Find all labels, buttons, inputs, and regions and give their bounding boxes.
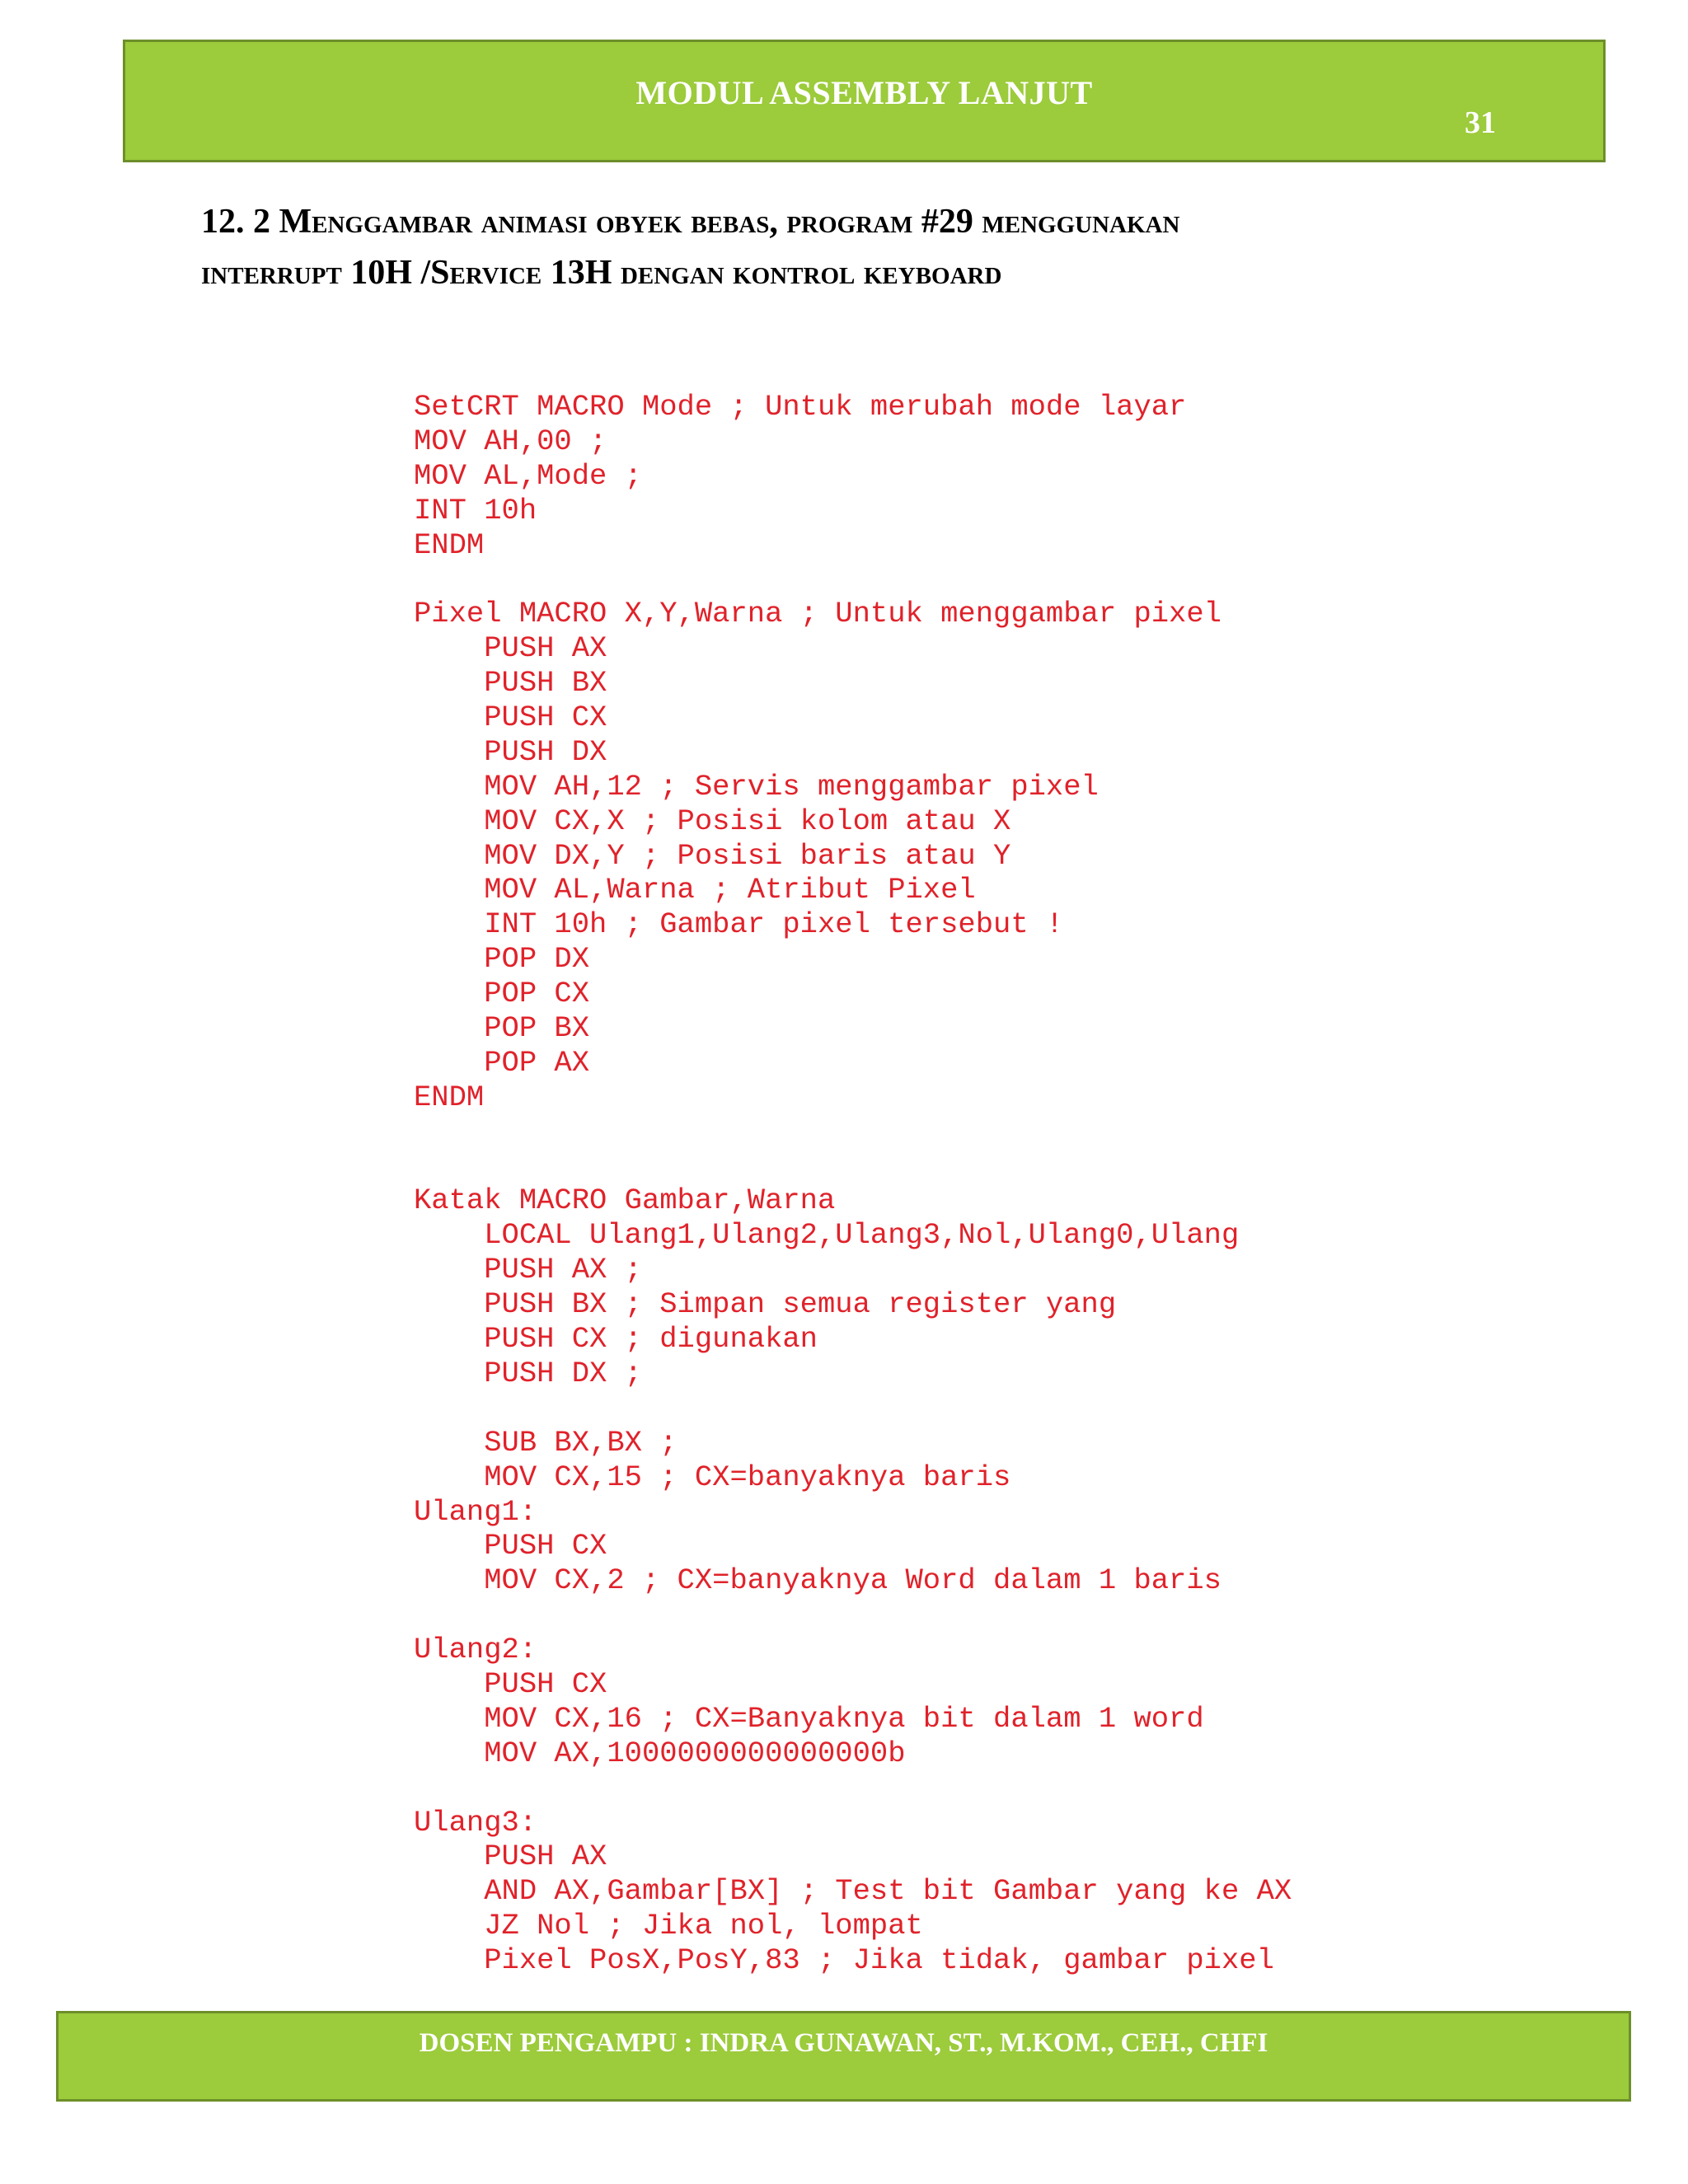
code-line: MOV CX,16 ; CX=Banyaknya bit dalam 1 word — [414, 1701, 1204, 1736]
code-line — [414, 1391, 1292, 1426]
code-line: PUSH CX — [414, 701, 607, 735]
code-line: PUSH BX ; Simpan semua register yang — [414, 1287, 1117, 1322]
code-line: POP AX — [414, 1045, 590, 1080]
code-line: Katak MACRO Gambar,Warna — [414, 1183, 836, 1218]
code-line: MOV AL,Mode ; — [414, 458, 642, 493]
code-line: MOV CX,X ; Posisi kolom atau X — [414, 804, 1011, 838]
code-line: Pixel PosX,PosY,83 ; Jika tidak, gambar pixel — [414, 1943, 1274, 1978]
section-heading — [201, 196, 1520, 298]
code-line: Ulang1: — [414, 1494, 537, 1529]
code-line: PUSH AX — [414, 631, 607, 666]
code-line: PUSH CX ; digunakan — [414, 1322, 818, 1357]
code-line — [414, 1771, 1292, 1806]
code-line: ENDM — [414, 1080, 485, 1114]
code-line: INT 10h ; Gambar pixel tersebut ! — [414, 907, 1064, 942]
code-line — [414, 1150, 1292, 1184]
code-line: MOV AH,00 ; — [414, 424, 607, 458]
code-line: POP DX — [414, 942, 590, 977]
code-line: AND AX,Gambar[BX] ; Test bit Gambar yang ke AX — [414, 1874, 1292, 1909]
code-line: Pixel MACRO X,Y,Warna ; Untuk menggambar pixel — [414, 597, 1221, 631]
code-line: LOCAL Ulang1,Ulang2,Ulang3,Nol,Ulang0,Ulang — [414, 1218, 1240, 1253]
code-line — [414, 562, 1292, 597]
header-band — [123, 40, 1606, 162]
code-line: SetCRT MACRO Mode ; Untuk merubah mode layar — [414, 390, 1187, 424]
code-line: MOV AL,Warna ; Atribut Pixel — [414, 873, 976, 907]
code-line: SUB BX,BX ; — [414, 1425, 678, 1460]
code-line — [414, 1115, 1292, 1150]
code-line: MOV CX,15 ; CX=banyaknya baris — [414, 1460, 1011, 1494]
code-line: INT 10h — [414, 493, 537, 527]
code-line: MOV CX,2 ; CX=banyaknya Word dalam 1 baris — [414, 1563, 1221, 1598]
code-line: PUSH AX — [414, 1840, 607, 1874]
code-line: PUSH CX — [414, 1529, 607, 1563]
code-line: PUSH DX ; — [414, 1356, 642, 1390]
code-line: ENDM — [414, 527, 485, 562]
code-listing — [414, 390, 1292, 1978]
module-title: MODUL ASSEMBLY LANJUT — [635, 74, 1093, 111]
code-line: PUSH AX ; — [414, 1253, 642, 1287]
footer-band — [56, 2011, 1631, 2102]
code-line: JZ Nol ; Jika nol, lompat — [414, 1909, 923, 1943]
code-line: PUSH DX — [414, 734, 607, 769]
code-line: MOV DX,Y ; Posisi baris atau Y — [414, 838, 1011, 873]
code-line: Ulang3: — [414, 1805, 537, 1840]
code-line — [414, 1598, 1292, 1633]
code-line: MOV AX,1000000000000000b — [414, 1736, 906, 1770]
code-line: POP CX — [414, 977, 590, 1011]
code-line: Ulang2: — [414, 1633, 537, 1667]
code-line: PUSH BX — [414, 666, 607, 701]
section-heading-line-2: interrupt 10H /Service 13H dengan kontrol keyboard — [201, 254, 1002, 292]
page-number: 31 — [1465, 105, 1496, 140]
section-heading-line-1: 12. 2 Menggambar animasi obyek bebas, program #29 menggunakan — [201, 203, 1180, 241]
code-line: POP BX — [414, 1011, 590, 1046]
footer-lecturer: DOSEN PENGAMPU : INDRA GUNAWAN, ST., M.KOM., CEH., CHFI — [419, 2028, 1268, 2058]
code-line: MOV AH,12 ; Servis menggambar pixel — [414, 769, 1099, 804]
code-line: PUSH CX — [414, 1666, 607, 1701]
